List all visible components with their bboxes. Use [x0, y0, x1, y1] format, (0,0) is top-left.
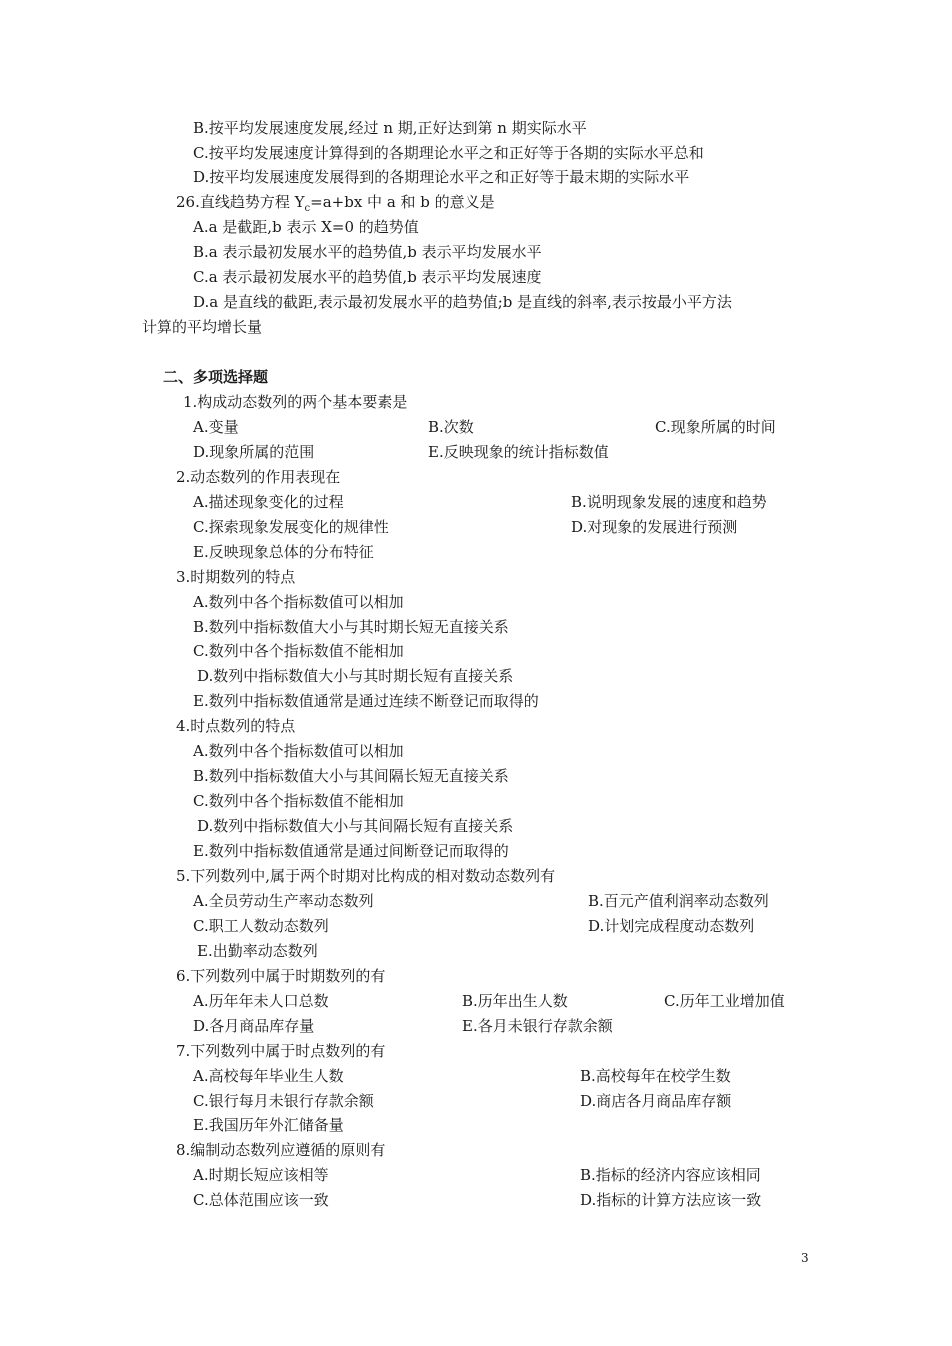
q4-option-d: D.数列中指标数值大小与其间隔长短有直接关系: [197, 817, 514, 835]
q1-option-a: A.变量: [193, 418, 239, 436]
section-title: 二、多项选择题: [163, 368, 269, 386]
q3-option-a: A.数列中各个指标数值可以相加: [193, 593, 404, 611]
q8-stem: 8.编制动态数列应遵循的原则有: [176, 1141, 386, 1159]
q7-option-b: B.高校每年在校学生数: [580, 1067, 731, 1085]
q7-option-a: A.高校每年毕业生人数: [193, 1067, 344, 1085]
q2-option-c: C.探索现象发展变化的规律性: [193, 518, 389, 536]
q26-option-d: D.a 是直线的截距,表示最初发展水平的趋势值;b 是直线的斜率,表示按最小平方法: [193, 293, 732, 311]
q2-option-d: D.对现象的发展进行预测: [571, 518, 738, 536]
q4-option-a: A.数列中各个指标数值可以相加: [193, 742, 404, 760]
q26-stem-post: =a+bx 中 a 和 b 的意义是: [310, 193, 495, 211]
q4-option-c: C.数列中各个指标数值不能相加: [193, 792, 404, 810]
q6-option-e: E.各月未银行存款余额: [462, 1017, 613, 1035]
q7-stem: 7.下列数列中属于时点数列的有: [176, 1042, 386, 1060]
q4-option-e: E.数列中指标数值通常是通过间断登记而取得的: [193, 842, 509, 860]
q26-option-a: A.a 是截距,b 表示 X=0 的趋势值: [193, 218, 419, 236]
q8-option-d: D.指标的计算方法应该一致: [580, 1191, 762, 1209]
q5-option-d: D.计划完成程度动态数列: [588, 917, 755, 935]
q1-option-b: B.次数: [428, 418, 474, 436]
q5-option-c: C.职工人数动态数列: [193, 917, 329, 935]
q8-option-b: B.指标的经济内容应该相同: [580, 1166, 761, 1184]
q26-stem-pre: 26.直线趋势方程 Y: [176, 193, 305, 211]
q2-option-b: B.说明现象发展的速度和趋势: [571, 493, 767, 511]
q2-option-e: E.反映现象总体的分布特征: [193, 543, 374, 561]
q26-stem-sub: c: [304, 203, 311, 214]
q7-option-e: E.我国历年外汇储备量: [193, 1116, 344, 1134]
q6-stem: 6.下列数列中属于时期数列的有: [176, 967, 386, 985]
q1-option-e: E.反映现象的统计指标数值: [428, 443, 609, 461]
q8-option-a: A.时期长短应该相等: [193, 1166, 329, 1184]
q26-option-b: B.a 表示最初发展水平的趋势值,b 表示平均发展水平: [193, 243, 542, 261]
q5-option-e: E.出勤率动态数列: [197, 942, 318, 960]
q1-stem: 1.构成动态数列的两个基本要素是: [183, 393, 408, 411]
q1-option-c: C.现象所属的时间: [655, 418, 776, 436]
q3-option-d: D.数列中指标数值大小与其时期长短有直接关系: [197, 667, 514, 685]
q4-option-b: B.数列中指标数值大小与其间隔长短无直接关系: [193, 767, 509, 785]
q2-option-a: A.描述现象变化的过程: [193, 493, 344, 511]
q3-option-c: C.数列中各个指标数值不能相加: [193, 642, 404, 660]
q6-option-d: D.各月商品库存量: [193, 1017, 315, 1035]
q25-option-d: D.按平均发展速度发展得到的各期理论水平之和正好等于最末期的实际水平: [193, 168, 690, 186]
q5-stem: 5.下列数列中,属于两个时期对比构成的相对数动态数列有: [176, 867, 556, 885]
q26-option-d-cont: 计算的平均增长量: [142, 318, 263, 336]
q6-option-b: B.历年出生人数: [462, 992, 568, 1010]
q7-option-c: C.银行每月未银行存款余额: [193, 1092, 374, 1110]
q6-option-c: C.历年工业增加值: [664, 992, 785, 1010]
q4-stem: 4.时点数列的特点: [176, 717, 296, 735]
q1-option-d: D.现象所属的范围: [193, 443, 315, 461]
q26-stem: [176, 192, 495, 219]
q3-stem: 3.时期数列的特点: [176, 568, 296, 586]
q3-option-b: B.数列中指标数值大小与其时期长短无直接关系: [193, 618, 509, 636]
q5-option-b: B.百元产值利润率动态数列: [588, 892, 769, 910]
q25-option-b: B.按平均发展速度发展,经过 n 期,正好达到第 n 期实际水平: [193, 119, 587, 137]
q26-option-c: C.a 表示最初发展水平的趋势值,b 表示平均发展速度: [193, 268, 542, 286]
page-number: 3: [801, 1251, 809, 1265]
q7-option-d: D.商店各月商品库存额: [580, 1092, 732, 1110]
q5-option-a: A.全员劳动生产率动态数列: [193, 892, 374, 910]
q25-option-c: C.按平均发展速度计算得到的各期理论水平之和正好等于各期的实际水平总和: [193, 144, 704, 162]
q2-stem: 2.动态数列的作用表现在: [176, 468, 341, 486]
q3-option-e: E.数列中指标数值通常是通过连续不断登记而取得的: [193, 692, 539, 710]
q8-option-c: C.总体范围应该一致: [193, 1191, 329, 1209]
q6-option-a: A.历年年未人口总数: [193, 992, 329, 1010]
